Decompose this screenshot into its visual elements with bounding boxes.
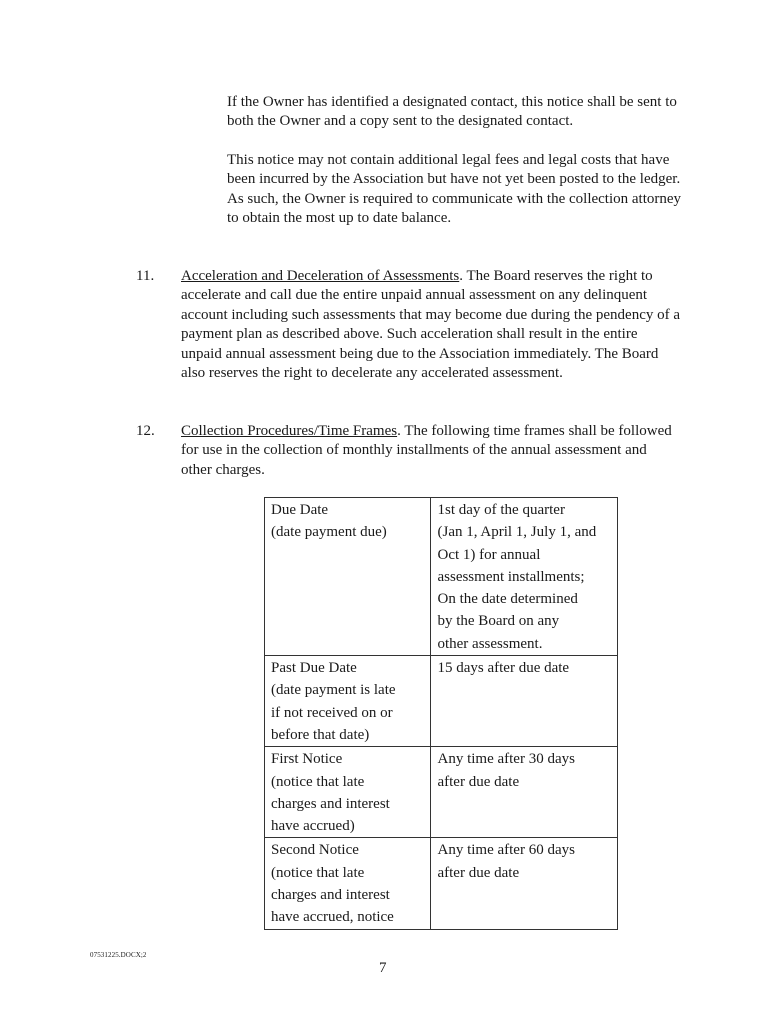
table-row (265, 656, 618, 747)
page-number: 7 (379, 960, 387, 976)
table-cell-stage (265, 498, 431, 656)
cell-line: after due date (437, 864, 520, 881)
cell-line: have accrued, notice (271, 909, 394, 926)
cell-line: by the Board on any (437, 613, 560, 630)
cell-line: On the date determined (437, 591, 578, 608)
cell-line: First Notice (271, 751, 343, 768)
cell-line: assessment installments; (437, 568, 585, 585)
item-11-text: . The Board reserves the right to accelerate and call due the entire unpaid annual assessment on any delinquent account including such assessments that may become due during the pendency of a payment plan as described above. Such acceleration shall result in the entire unpaid annual assessment being due to the Association immediately. The Board also reserves the right to decelerate any accelerated assessment. (181, 268, 681, 382)
cell-line: (notice that late (271, 864, 365, 881)
table-cell-stage (265, 656, 431, 747)
table-cell-timing (431, 498, 618, 656)
cell-line: Any time after 60 days (437, 842, 575, 859)
table-row (265, 747, 618, 838)
cell-line: (date payment is late (271, 682, 396, 699)
item-11-heading: Acceleration and Deceleration of Assessments (181, 268, 460, 284)
item-12-heading: Collection Procedures/Time Frames (181, 423, 398, 439)
cell-line: before that date) (271, 726, 370, 743)
paragraph-designated-contact: If the Owner has identified a designated contact, this notice shall be sent to both the Owner and a copy sent to the designated contact. (227, 94, 677, 130)
cell-line: Second Notice (271, 842, 359, 859)
cell-line: after due date (437, 773, 520, 790)
cell-line: have accrued) (271, 818, 355, 835)
item-12-paragraph (181, 422, 681, 480)
cell-line: charges and interest (271, 795, 390, 812)
table-cell-timing (431, 838, 618, 929)
item-12-text: . The following time frames shall be followed for use in the collection of monthly installments of the annual assessment and other charges. (181, 423, 672, 478)
document-id: 07531225.DOCX;2 (90, 951, 147, 959)
table-cell-stage (265, 747, 431, 838)
table-cell-stage (265, 838, 431, 929)
cell-line: Due Date (271, 502, 329, 518)
paragraph-legal-fees: This notice may not contain additional legal fees and legal costs that have been incurred by the Association but have not yet been posted to the ledger. As such, the Owner is required to communicate with the collection attorney to obtain the most up to date balance. (227, 152, 682, 227)
table-cell-timing (431, 656, 618, 747)
table-row (265, 838, 618, 929)
cell-line: Past Due Date (271, 660, 357, 677)
table-row (265, 498, 618, 656)
cell-line: (Jan 1, April 1, July 1, and (437, 524, 597, 541)
cell-line: (notice that late (271, 773, 365, 790)
item-11-number: 11. (136, 268, 155, 284)
table-cell-timing (431, 747, 618, 838)
cell-line: Oct 1) for annual (437, 546, 541, 563)
cell-line: (date payment due) (271, 524, 387, 541)
item-11-paragraph (181, 267, 681, 383)
cell-line: if not received on or (271, 704, 393, 721)
cell-line: 15 days after due date (437, 660, 570, 677)
cell-line: charges and interest (271, 887, 390, 904)
cell-line: 1st day of the quarter (437, 502, 565, 518)
item-12-number: 12. (136, 423, 155, 439)
cell-line: Any time after 30 days (437, 751, 575, 768)
cell-line: other assessment. (437, 635, 543, 652)
collection-time-frames-table (264, 497, 618, 930)
